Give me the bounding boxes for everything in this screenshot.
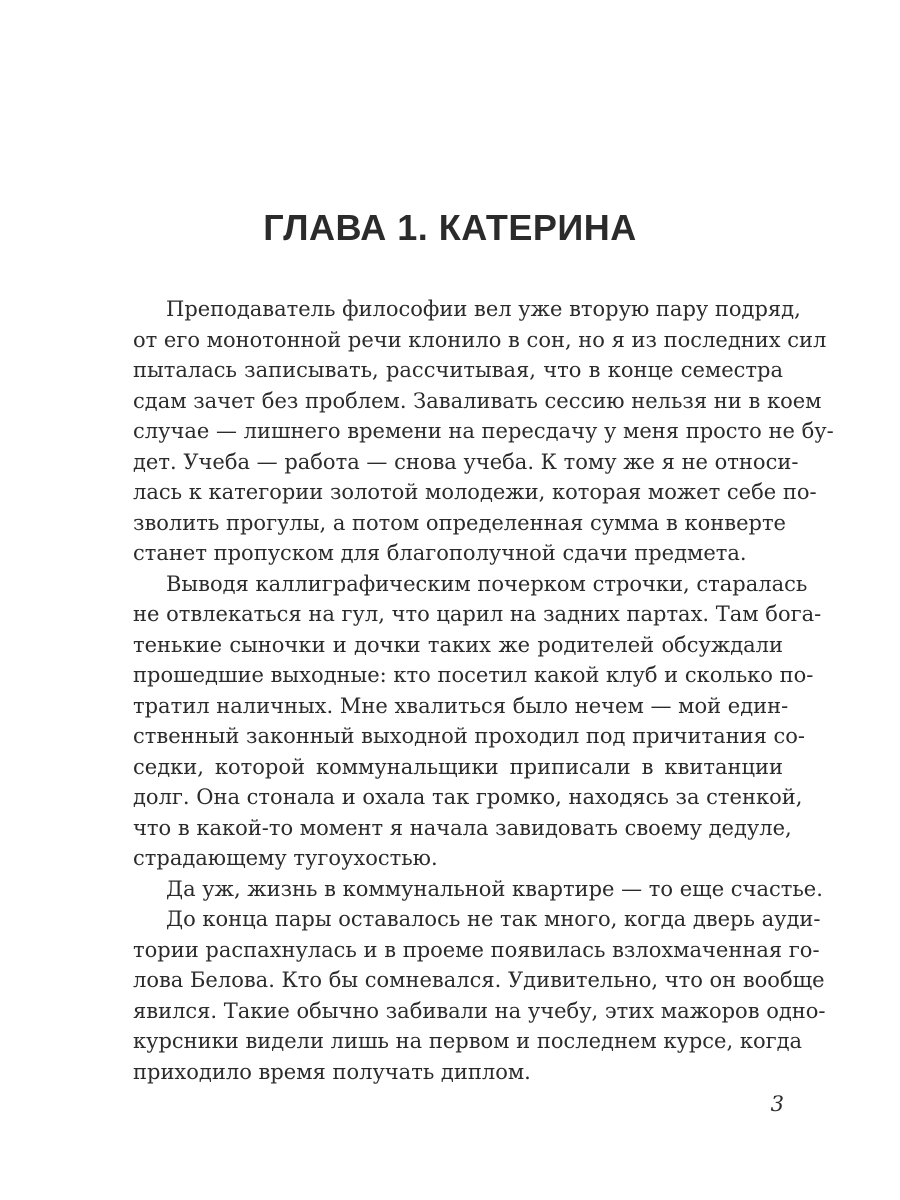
text-line: дет. Учеба — работа — снова учеба. К тому же я не относи-: [133, 449, 799, 474]
text-line: не отвлекаться на гул, что царил на задних партах. Там бога-: [133, 602, 822, 626]
page-number: 3: [770, 1092, 784, 1116]
text-line: До конца пары оставалось не так много, когда дверь ауди-: [166, 907, 821, 931]
text-line: лова Белова. Кто бы сомневался. Удивительно, что он вообще: [133, 968, 825, 992]
text-line: случае — лишнего времени на пересдачу у меня просто не бу-: [133, 419, 834, 443]
text-line: долг. Она стонала и охала так громко, находясь за стенкой,: [133, 785, 803, 809]
text-line: прошедшие выходные: кто посетил какой клуб и сколько по-: [133, 663, 814, 687]
text-line: тории распахнулась и в проеме появилась взлохмаченная го-: [133, 937, 820, 962]
text-line: тратил наличных. Мне хвалиться было нечем — мой един-: [133, 693, 789, 718]
text-line: курсники видели лишь на первом и последнем курсе, когда: [133, 1029, 803, 1053]
text-line: от его монотонной речи клонило в сон, но я из последних сил: [133, 327, 827, 352]
text-line: пыталась записывать, рассчитывая, что в конце семестра: [133, 358, 783, 382]
chapter-body: [133, 294, 834, 1087]
text-line: тенькие сыночки и дочки таких же родителей обсуждали: [133, 632, 783, 657]
text-line: станет пропуском для благополучной сдачи предмета.: [133, 541, 747, 565]
text-line: явился. Такие обычно забивали на учебу, этих мажоров одно-: [133, 998, 826, 1023]
text-line: седки, которой коммунальщики приписали в квитанции: [133, 754, 783, 779]
text-line: сдам зачет без проблем. Заваливать сессию нельзя ни в коем: [133, 388, 822, 413]
text-line: что в какой-то момент я начала завидовать своему дедуле,: [133, 815, 792, 840]
chapter-title: ГЛАВА 1. КАТЕРИНА: [263, 207, 637, 248]
text-line: Преподаватель философии вел уже вторую пару подряд,: [166, 297, 801, 321]
text-line: лась к категории золотой молодежи, которая может себе по-: [133, 480, 817, 504]
text-line: страдающему тугоухостью.: [133, 846, 438, 870]
text-line: Да уж, жизнь в коммунальной квартире — то еще счастье.: [166, 876, 823, 901]
text-line: ственный законный выходной проходил под причитания со-: [133, 724, 806, 748]
text-line: Выводя каллиграфическим почерком строчки, старалась: [166, 571, 808, 596]
text-line: зволить прогулы, а потом определенная сумма в конверте: [133, 510, 786, 535]
text-line: приходило время получать диплом.: [133, 1059, 531, 1084]
